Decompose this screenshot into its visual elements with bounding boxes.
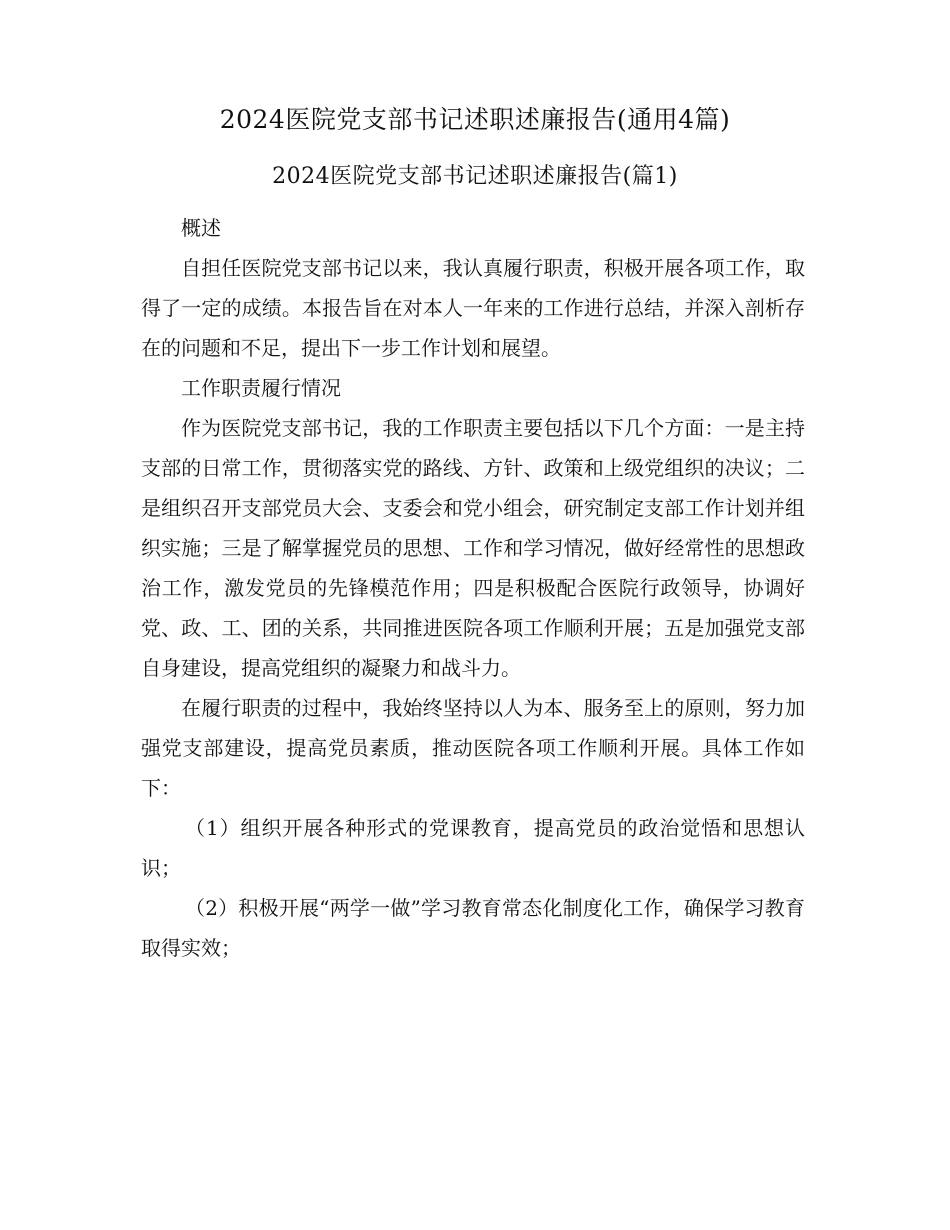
section-title: 2024医院党支部书记述职述廉报告(篇1) [272,164,678,189]
heading-duties: 工作职责履行情况 [181,376,341,400]
heading-overview: 概述 [181,216,221,240]
document-title: 2024医院党支部书记述职述廉报告(通用4篇) [219,105,731,134]
paragraph: 作为医院党支部书记，我的工作职责主要包括以下几个方面：一是主持支部的日常工作，贯彻落实党的路线、方针、政策和上级党组织的决议；二是组织召开支部党员大会、支委会和党小组会，研究制定支部工作计划并组织实施；三是了解掌握党员的思想、工作和学习情况，做好经常性的思想政治工作，激发党员的先锋模范作用；四是积极配合医院行政领导，协调好党、政、工、团的关系，共同推进医院各项工作顺利开展；五是加强党支部自身建设，提高党组织的凝聚力和战斗力。 [141,416,805,680]
list-item: （2）积极开展“两学一做”学习教育常态化制度化工作，确保学习教育取得实效； [141,896,805,960]
paragraph: 自担任医院党支部书记以来，我认真履行职责，积极开展各项工作，取得了一定的成绩。本报告旨在对本人一年来的工作进行总结，并深入剖析存在的问题和不足，提出下一步工作计划和展望。 [141,256,805,360]
list-item: （1）组织开展各种形式的党课教育，提高党员的政治觉悟和思想认识； [141,816,805,880]
document-body [141,208,805,968]
paragraph: 在履行职责的过程中，我始终坚持以人为本、服务至上的原则，努力加强党支部建设，提高党员素质，推动医院各项工作顺利开展。具体工作如下： [141,696,805,800]
